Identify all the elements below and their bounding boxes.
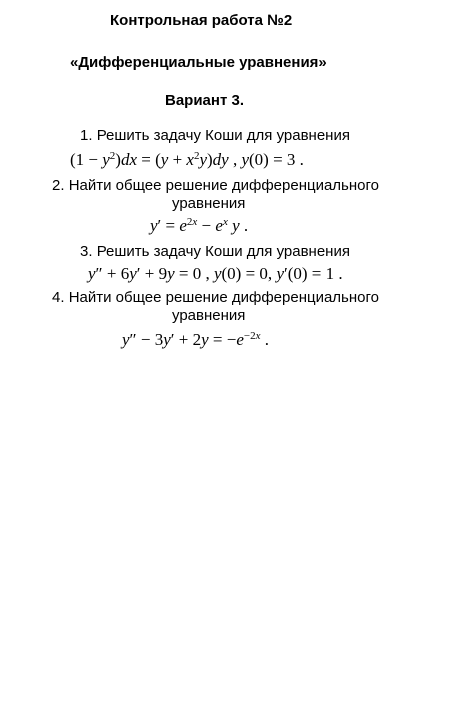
task-2-formula: $y' = e^{2x} - e^x$ y .: [150, 215, 249, 235]
task-4-formula: $y'' - 3y' + 2y = -e^{-2x}$ .: [122, 329, 269, 349]
task-4-number: 4.: [52, 289, 65, 306]
task-3-number: 3.: [80, 243, 93, 260]
task-2-number: 2.: [52, 177, 65, 194]
document-title: Контрольная работа №2: [110, 12, 293, 29]
task-3-statement: [80, 243, 350, 260]
task-1-statement: [80, 127, 350, 144]
task-1-text: Решить задачу Коши для уравнения: [96, 127, 350, 144]
task-3-text: Решить задачу Коши для уравнения: [96, 243, 350, 260]
task-2-statement: [52, 177, 379, 194]
task-1-number: 1.: [80, 127, 93, 144]
document-subtitle: «Дифференциальные уравнения»: [70, 54, 327, 71]
task-4-statement: [52, 289, 379, 306]
task-3-formula: y″ + 6y′ + 9y = 0 , y(0) = 0, y′(0) = 1 .: [88, 264, 343, 283]
task-4-text-line2: уравнения: [172, 307, 246, 324]
task-4-text-line1: Найти общее решение дифференциального: [68, 289, 379, 306]
task-2-text-line2: уравнения: [172, 195, 246, 212]
task-1-formula: $(1 - y^2)dx = (y + x^2y)dy$ , y(0) = 3 .: [70, 149, 304, 169]
task-2-text-line1: Найти общее решение дифференциального: [68, 177, 379, 194]
variant-label: Вариант 3.: [165, 92, 244, 109]
